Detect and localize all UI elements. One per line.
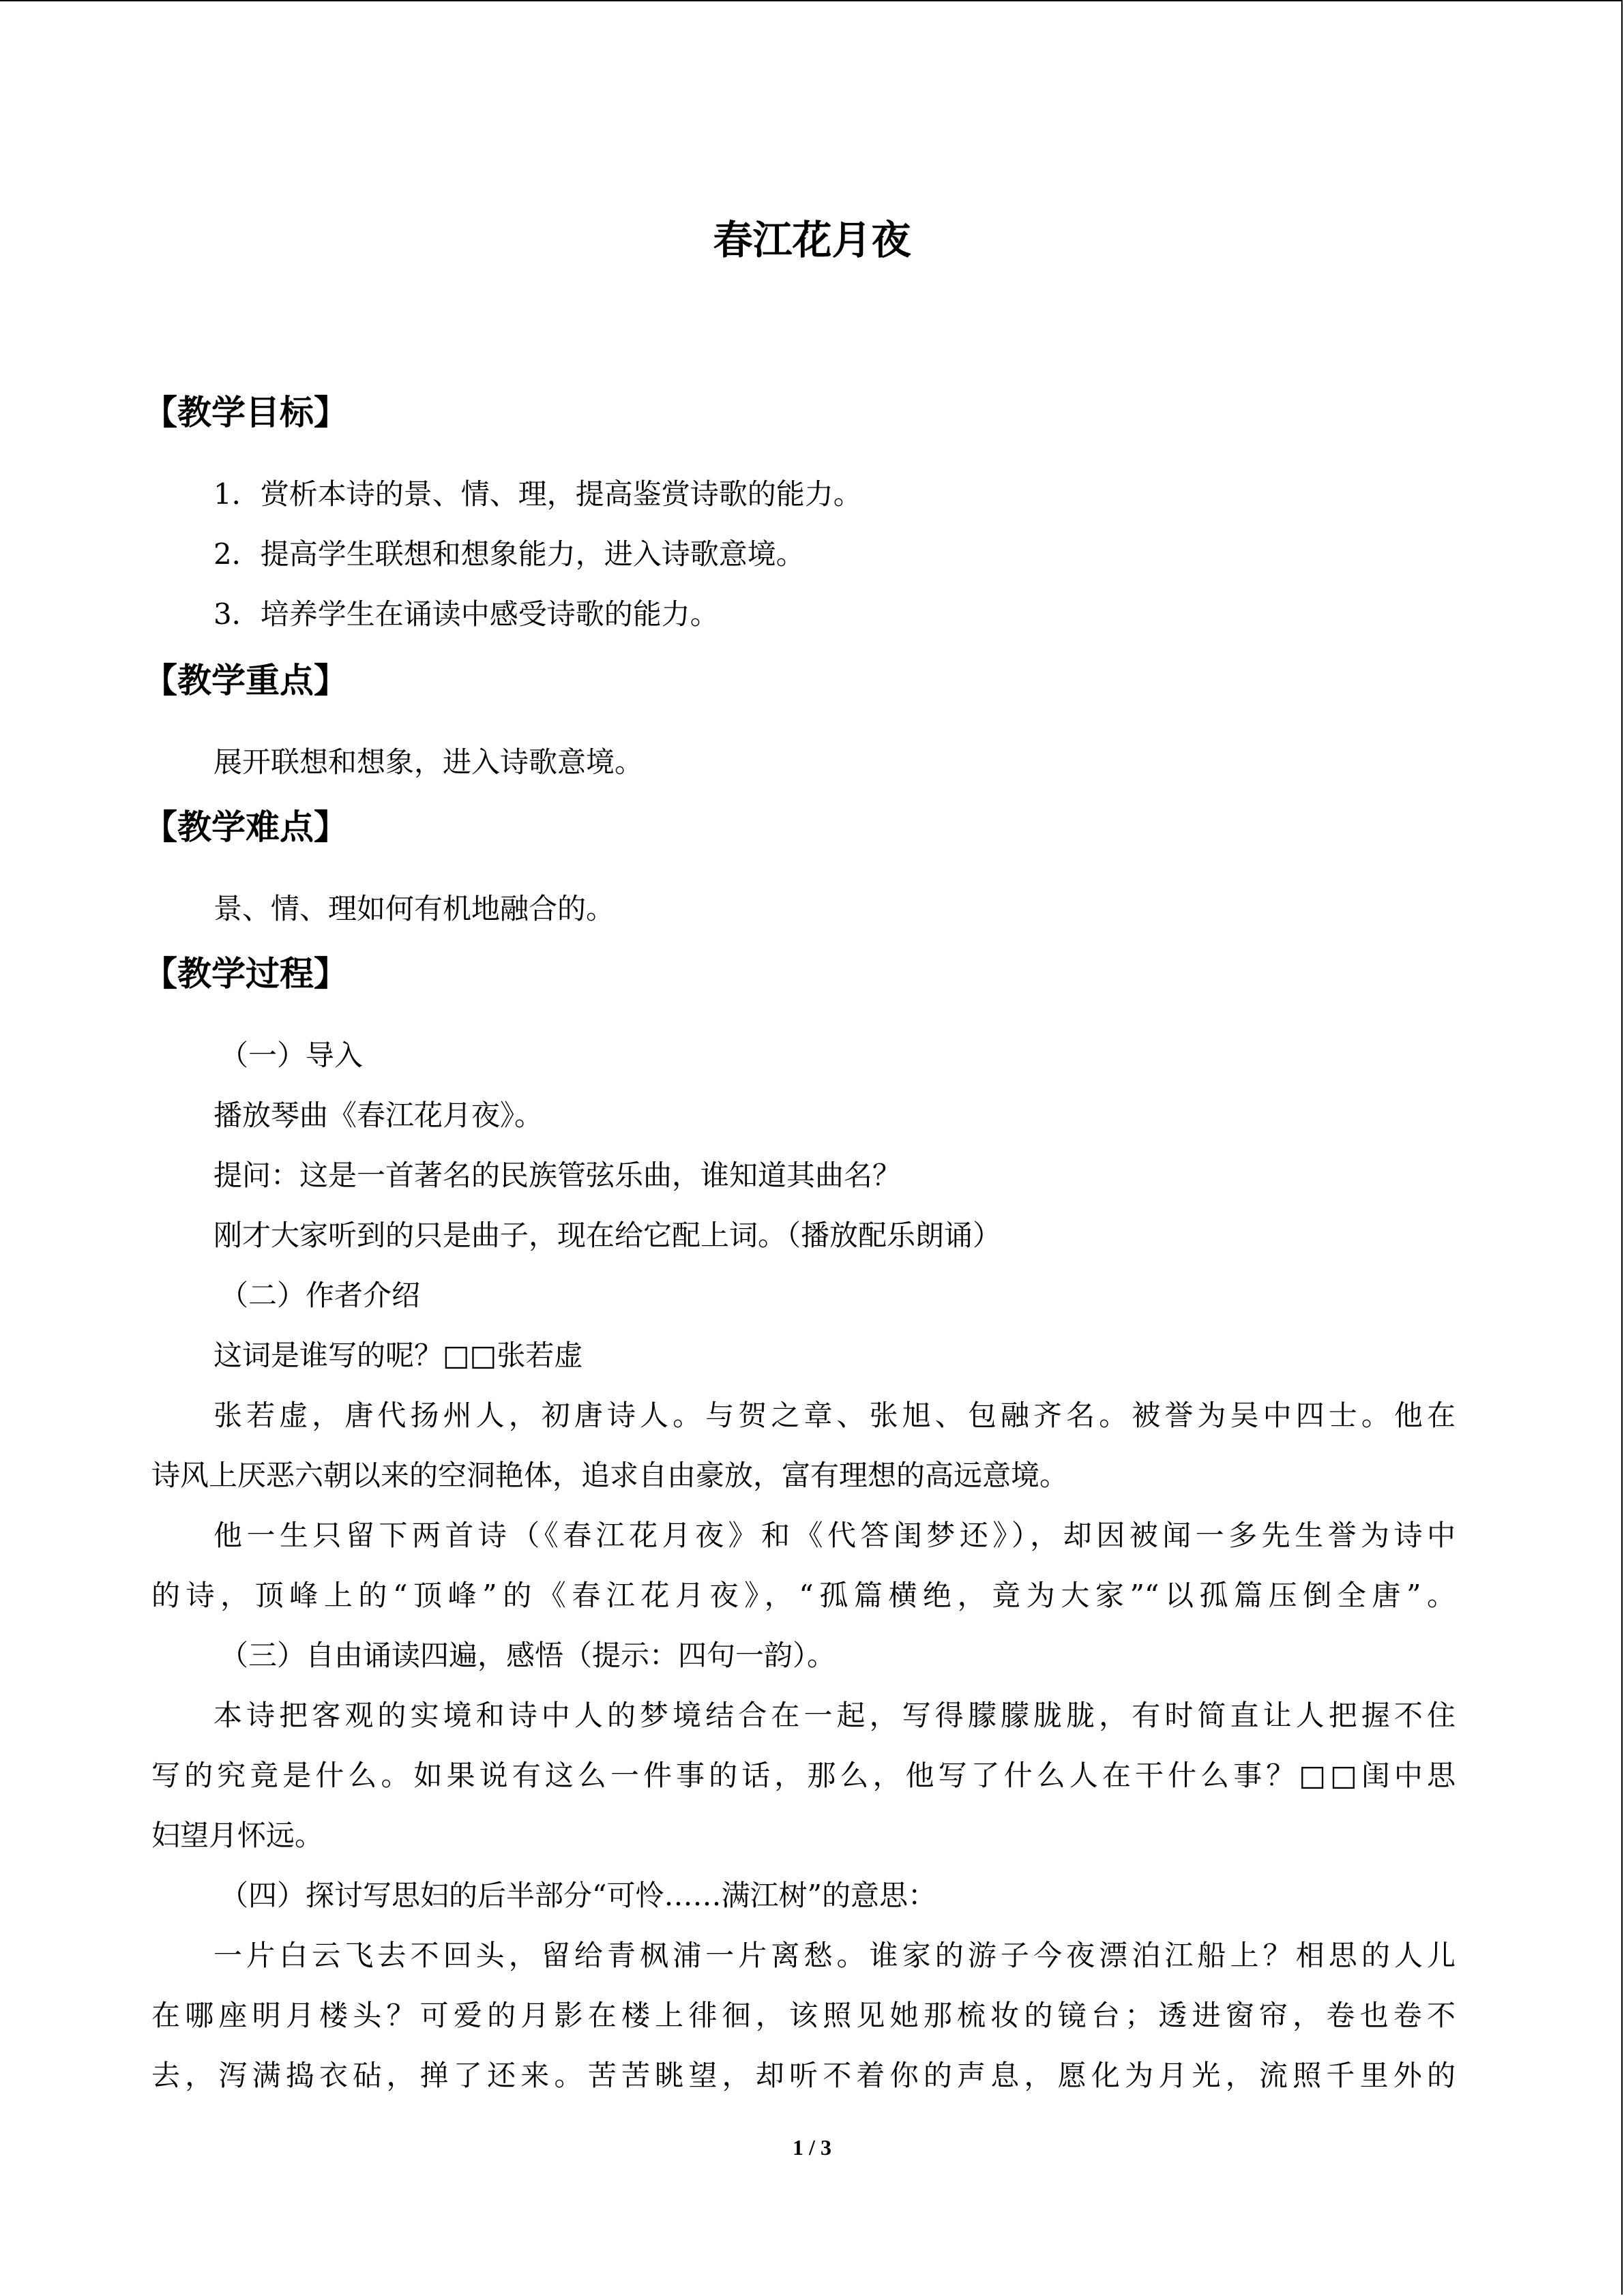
objective-item-2: 2．提高学生联想和想象能力，进入诗歌意境。 — [213, 537, 805, 571]
process-line: 播放琴曲《春江花月夜》。 — [213, 1099, 544, 1132]
process-line: 一片白云飞去不回头，留给青枫浦一片离愁。谁家的游子今夜漂泊江船上？相思的人儿 — [213, 1939, 1456, 1972]
document-title: 春江花月夜 — [713, 217, 911, 263]
heading-objectives: 【教学目标】 — [143, 393, 348, 432]
process-line: 提问：这是一首著名的民族管弦乐曲，谁知道其曲名？ — [213, 1159, 902, 1192]
process-line: （一）导入 — [220, 1039, 364, 1072]
process-line: 本诗把客观的实境和诗中人的梦境结合在一起，写得朦朦胧胧，有时简直让人把握不住 — [213, 1699, 1456, 1732]
objective-item-1: 1．赏析本诗的景、情、理，提高鉴赏诗歌的能力。 — [213, 477, 862, 511]
process-line: （二）作者介绍 — [220, 1279, 421, 1312]
objective-item-3: 3．培养学生在诵读中感受诗歌的能力。 — [213, 597, 719, 631]
process-line: 写的究竟是什么。如果说有这么一件事的话，那么，他写了什么人在干什么事？□□闺中思 — [151, 1759, 1456, 1792]
page-number: 1 / 3 — [793, 2135, 831, 2160]
heading-process: 【教学过程】 — [143, 954, 348, 994]
process-line: 的诗，顶峰上的“顶峰”的《春江花月夜》，“孤篇横绝，竟为大家”“以孤篇压倒全唐”。 — [151, 1579, 1456, 1612]
key-points-text: 展开联想和想象，进入诗歌意境。 — [213, 745, 644, 779]
process-line: 这词是谁写的呢？□□张若虚 — [213, 1339, 583, 1372]
process-line: （三）自由诵读四遍，感悟（提示：四句一韵）。 — [220, 1639, 836, 1672]
process-line: 他一生只留下两首诗（《春江花月夜》和《代答闺梦还》），却因被闻一多先生誉为诗中 — [213, 1519, 1456, 1552]
process-line: 在哪座明月楼头？可爱的月影在楼上徘徊，该照见她那梳妆的镜台；透进窗帘，卷也卷不 — [151, 1999, 1456, 2032]
process-line: 妇望月怀远。 — [151, 1819, 324, 1852]
process-line: 刚才大家听到的只是曲子，现在给它配上词。（播放配乐朗诵） — [213, 1219, 1002, 1252]
heading-key-points: 【教学重点】 — [143, 661, 348, 700]
process-line: 诗风上厌恶六朝以来的空洞艳体，追求自由豪放，富有理想的高远意境。 — [151, 1459, 1069, 1492]
process-line: （四）探讨写思妇的后半部分“可怜……满江树”的意思： — [220, 1879, 936, 1912]
heading-difficulties: 【教学难点】 — [143, 807, 348, 847]
difficulties-text: 景、情、理如何有机地融合的。 — [213, 892, 615, 925]
process-line: 张若虚，唐代扬州人，初唐诗人。与贺之章、张旭、包融齐名。被誉为吴中四士。他在 — [213, 1399, 1456, 1432]
process-line: 去，泻满捣衣砧，掸了还来。苦苦眺望，却听不着你的声息，愿化为月光，流照千里外的 — [151, 2059, 1456, 2092]
